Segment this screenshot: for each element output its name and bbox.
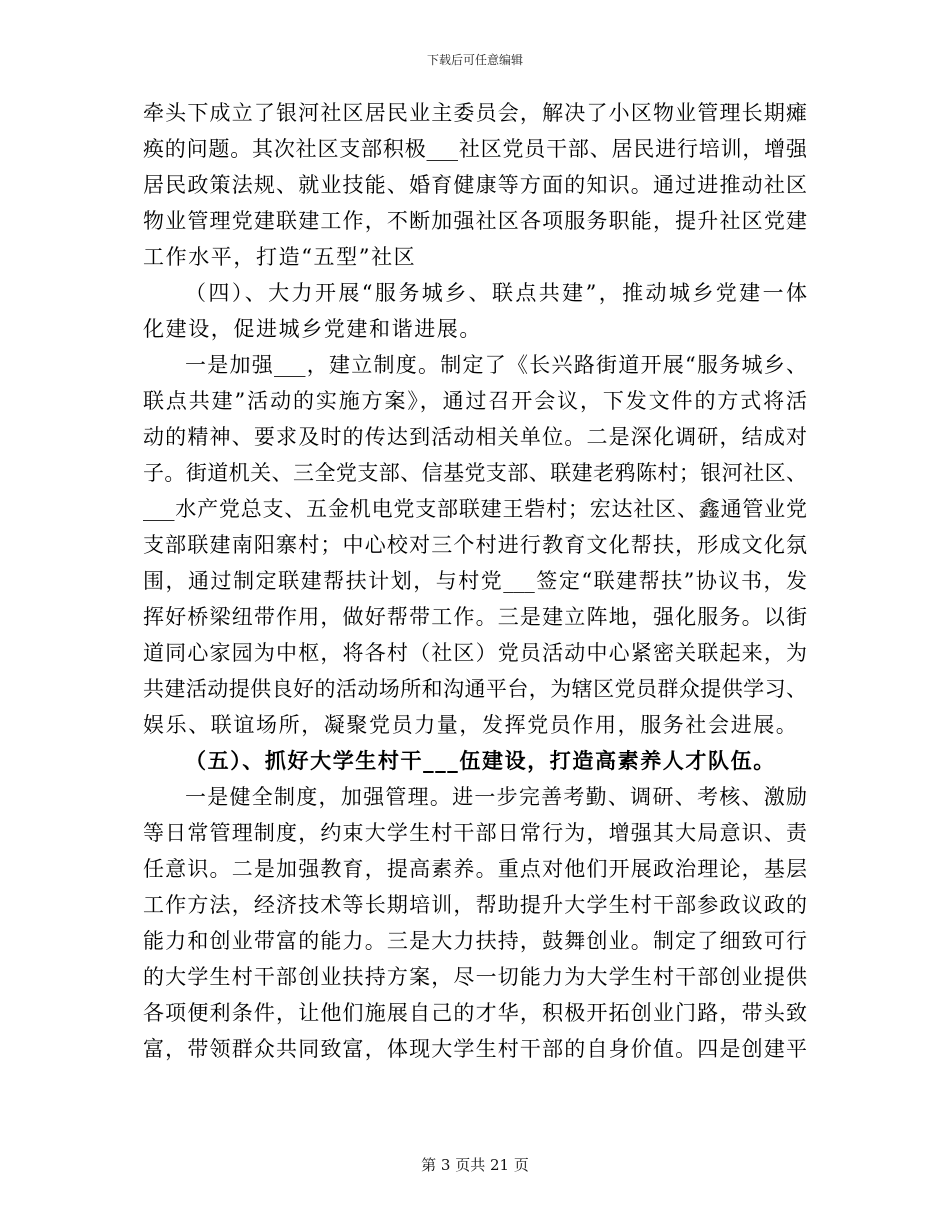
paragraph-line: 共建活动提供良好的活动场所和沟通平台，为辖区党员群众提供学习、: [143, 677, 807, 701]
paragraph-line: 一是健全制度，加强管理。进一步完善考勤、调研、考核、激励: [185, 785, 807, 809]
paragraph-line: 物业管理党建联建工作，不断加强社区各项服务职能，提升社区党建: [143, 209, 807, 233]
paragraph-line: 动的精神、要求及时的传达到活动相关单位。二是深化调研，结成对: [143, 425, 807, 449]
document-body: [143, 95, 807, 1067]
paragraph-line: 居民政策法规、就业技能、婚育健康等方面的知识。通过进推动社区: [143, 173, 807, 197]
section-heading-line: 化建设，促进城乡党建和谐进展。: [143, 317, 482, 341]
page-number-footer: 第 3 页共 21 页: [421, 1156, 529, 1174]
paragraph-line: 富，带领群众共同致富，体现大学生村干部的自身价值。四是创建平: [143, 1037, 807, 1061]
paragraph-line: ___水产党总支、五金机电党支部联建王砦村；宏达社区、鑫通管业党: [143, 497, 807, 521]
paragraph-line: 牵头下成立了银河社区居民业主委员会，解决了小区物业管理长期瘫: [143, 101, 807, 125]
paragraph-line: 支部联建南阳寨村；中心校对三个村进行教育文化帮扶，形成文化氛: [143, 533, 807, 557]
section-heading-line: （四）、大力开展“服务城乡、联点共建”，推动城乡党建一体: [185, 281, 807, 305]
paragraph-line: 子。街道机关、三全党支部、信基党支部、联建老鸦陈村；银河社区、: [143, 461, 807, 485]
paragraph-line: 的大学生村干部创业扶持方案，尽一切能力为大学生村干部创业提供: [143, 965, 807, 989]
paragraph-line: 一是加强___，建立制度。制定了《长兴路街道开展“服务城乡、: [185, 353, 807, 377]
paragraph-line: 工作水平，打造“五型”社区: [143, 245, 417, 269]
paragraph-line: 任意识。二是加强教育，提高素养。重点对他们开展政治理论，基层: [143, 857, 807, 881]
paragraph-line: 挥好桥梁纽带作用，做好帮带工作。三是建立阵地，强化服务。以街: [143, 605, 807, 629]
paragraph-line: 痪的问题。其次社区支部积极___社区党员干部、居民进行培训，增强: [143, 137, 807, 161]
paragraph-line: 各项便利条件，让他们施展自己的才华，积极开拓创业门路，带头致: [143, 1001, 807, 1025]
paragraph-line: 等日常管理制度，约束大学生村干部日常行为，增强其大局意识、责: [143, 821, 807, 845]
paragraph-line: 联点共建”活动的实施方案》，通过召开会议，下发文件的方式将活: [143, 389, 807, 413]
section-heading-bold: （五）、抓好大学生村干___伍建设，打造高素养人才队伍。: [185, 748, 776, 773]
paragraph-line: 娱乐、联谊场所，凝聚党员力量，发挥党员作用，服务社会进展。: [143, 713, 799, 737]
paragraph-line: 工作方法，经济技术等长期培训，帮助提升大学生村干部参政议政的: [143, 893, 807, 917]
paragraph-line: 能力和创业带富的能力。三是大力扶持，鼓舞创业。制定了细致可行: [143, 929, 807, 953]
paragraph-line: 围，通过制定联建帮扶计划，与村党___签定“联建帮扶”协议书，发: [143, 569, 807, 593]
page-header: 下载后可任意编辑: [426, 53, 523, 67]
paragraph-line: 道同心家园为中枢，将各村（社区）党员活动中心紧密关联起来，为: [143, 641, 807, 665]
